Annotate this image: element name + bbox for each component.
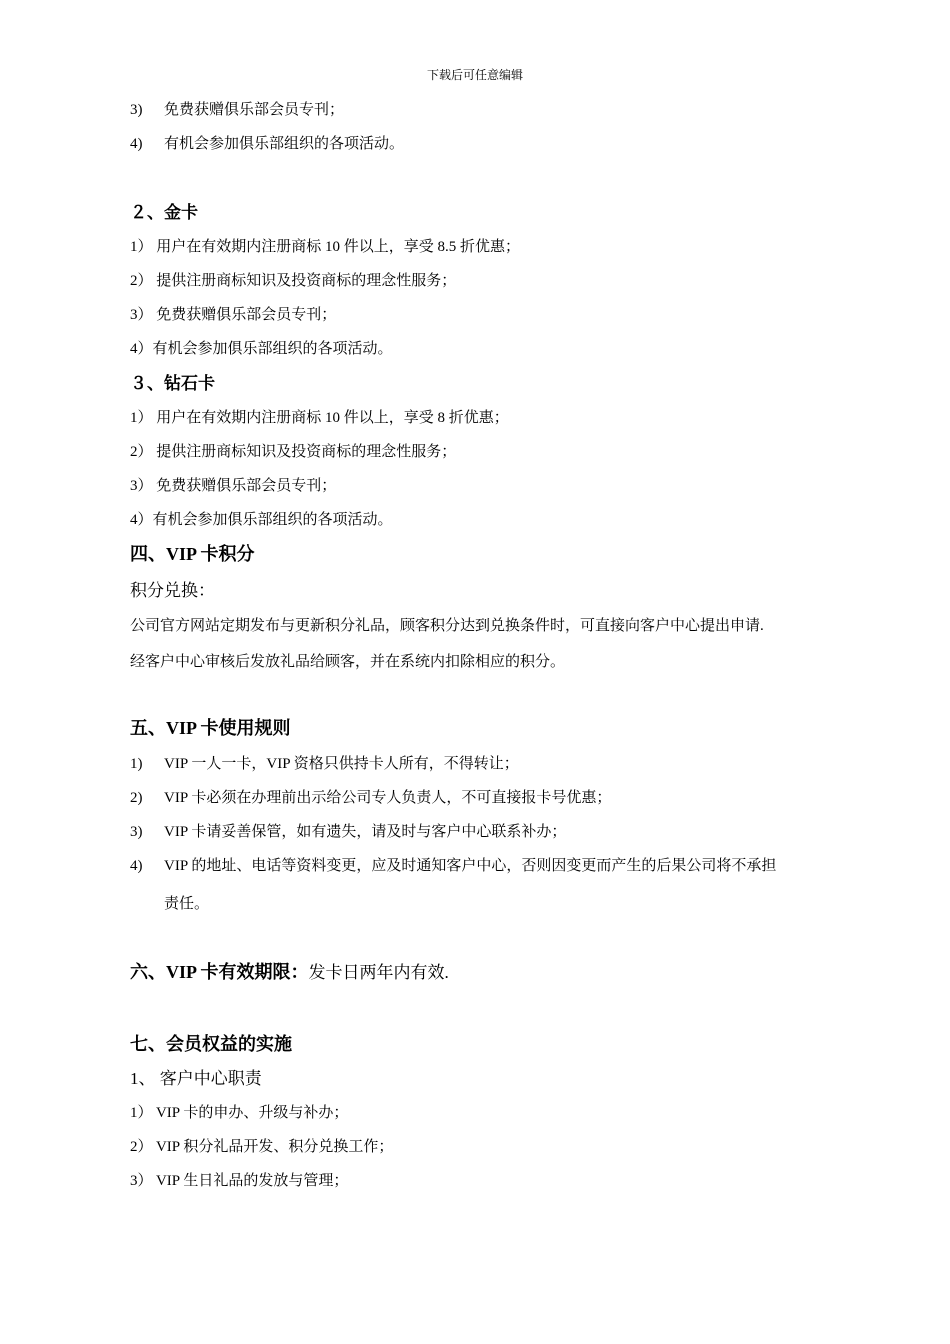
section-heading-gold: ２、金卡: [130, 203, 198, 222]
list-item: [130, 134, 404, 154]
list-text: VIP 的地址、电话等资料变更，应及时通知客户中心，否则因变更而产生的后果公司将不承担: [164, 858, 777, 874]
list-item: [130, 788, 611, 808]
list-item: 3） 免费获赠俱乐部会员专刊；: [130, 307, 337, 323]
list-item: 1） 用户在有效期内注册商标 10 件以上，享受 8 折优惠；: [130, 410, 509, 426]
section-heading-7: 七、会员权益的实施: [130, 1034, 292, 1054]
subheading: 1、 客户中心职责: [130, 1069, 262, 1088]
list-text: VIP 卡必须在办理前出示给公司专人负责人，不可直接报卡号优惠；: [164, 790, 612, 806]
paragraph-line: 公司官方网站定期发布与更新积分礼品，顾客积分达到兑换条件时，可直接向客户中心提出申请.: [130, 618, 764, 634]
section-heading-diamond: ３、钻石卡: [130, 374, 215, 393]
list-number: 4): [130, 136, 143, 152]
list-item: 4）有机会参加俱乐部组织的各项活动。: [130, 341, 393, 357]
paragraph-line: 经客户中心审核后发放礼品给顾客，并在系统内扣除相应的积分。: [130, 654, 566, 670]
list-item: [130, 856, 776, 876]
list-item: [130, 754, 519, 774]
list-text: VIP 卡请妥善保管，如有遗失，请及时与客户中心联系补办；: [164, 824, 567, 840]
list-text: 有机会参加俱乐部组织的各项活动。: [164, 136, 405, 152]
list-item: [130, 100, 344, 120]
list-item: [130, 822, 566, 842]
page-header: 下载后可任意编辑: [426, 68, 523, 82]
section-heading-6: [130, 961, 449, 984]
subheading: 积分兑换：: [130, 581, 215, 600]
list-number: 3): [130, 102, 143, 118]
list-number: 1): [130, 756, 143, 772]
list-number: 3): [130, 824, 143, 840]
list-item: 2） 提供注册商标知识及投资商标的理念性服务；: [130, 273, 457, 289]
list-item: 2） VIP 积分礼品开发、积分兑换工作；: [130, 1139, 394, 1155]
list-item: 3） 免费获赠俱乐部会员专刊；: [130, 478, 337, 494]
list-item: 1） 用户在有效期内注册商标 10 件以上，享受 8.5 折优惠；: [130, 239, 521, 255]
section-text: 发卡日两年内有效.: [308, 963, 449, 982]
list-item: 2） 提供注册商标知识及投资商标的理念性服务；: [130, 444, 457, 460]
section-heading-4: 四、VIP 卡积分: [130, 544, 255, 564]
list-item: 3） VIP 生日礼品的发放与管理；: [130, 1173, 349, 1189]
section-title: 六、VIP 卡有效期限：: [130, 962, 309, 982]
list-item: 1） VIP 卡的申办、升级与补办；: [130, 1105, 349, 1121]
section-heading-5: 五、VIP 卡使用规则: [130, 718, 291, 738]
list-item: 4）有机会参加俱乐部组织的各项活动。: [130, 512, 393, 528]
list-item-continuation: 责任。: [164, 896, 210, 912]
list-text: 免费获赠俱乐部会员专刊；: [164, 102, 345, 118]
list-text: VIP 一人一卡，VIP 资格只供持卡人所有，不得转让；: [164, 756, 519, 772]
list-number: 4): [130, 858, 143, 874]
list-number: 2): [130, 790, 143, 806]
